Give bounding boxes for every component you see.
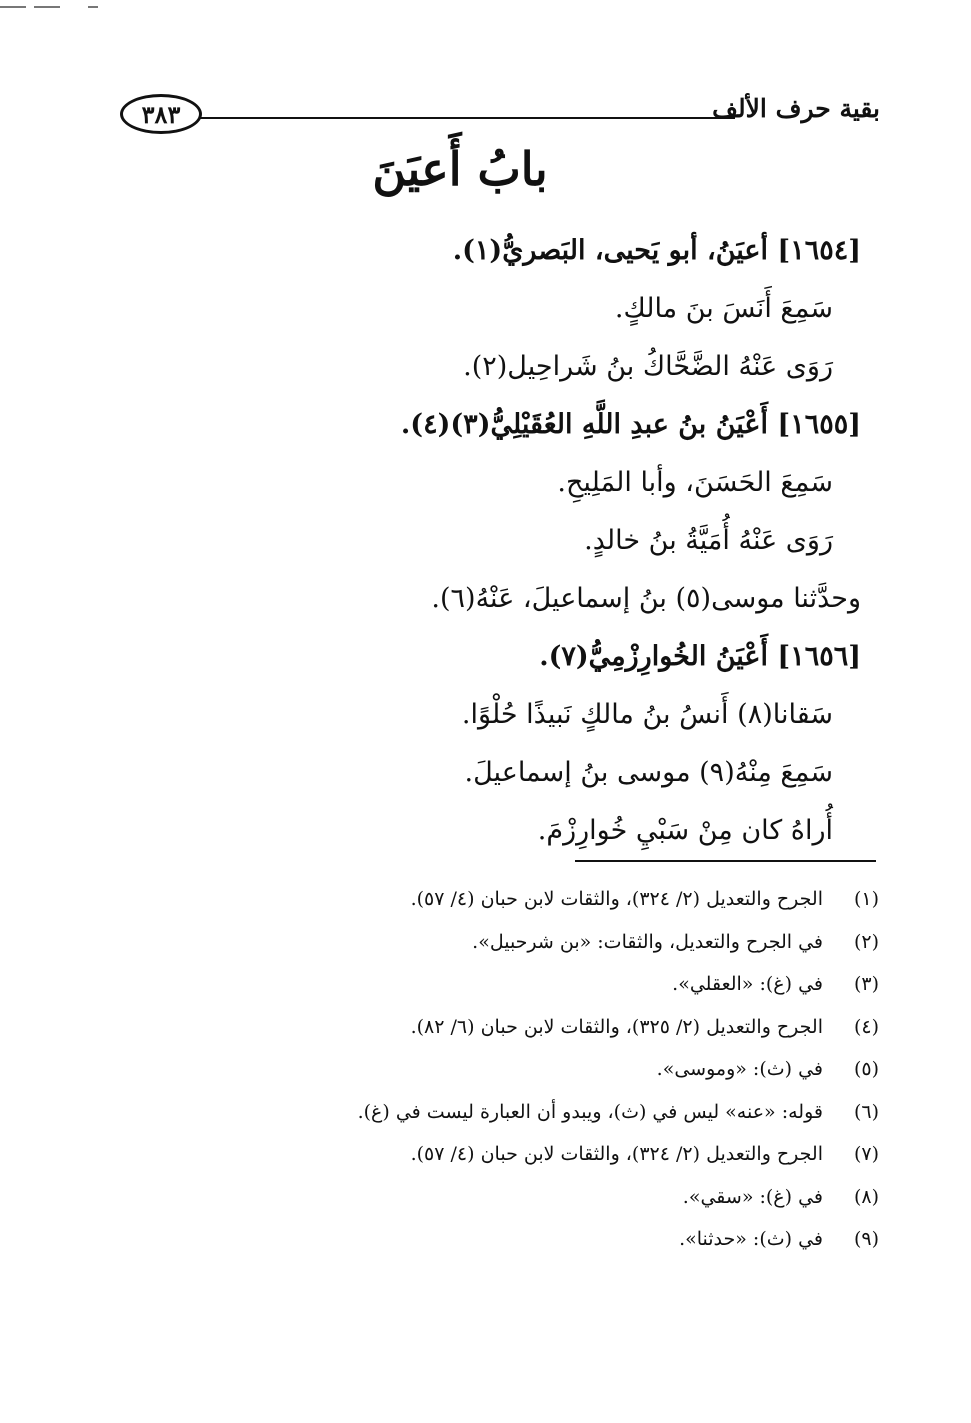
footnote-number: (٢) (853, 930, 879, 953)
entry-heading: [١٦٥٦] أَعْيَنُ الخُوارِزْمِيُّ(٧). (539, 641, 861, 672)
footnote (319, 878, 879, 921)
page-number: ٣٨٣ (141, 99, 181, 129)
scan-mark (88, 6, 98, 8)
text-line: أُراهُ كان مِنْ سَبْيِ خُوارِزْمَ. (537, 815, 833, 846)
text-line: سَقانا(٨) أَنسُ بنُ مالكٍ نَبيذًا حُلْوًا. (461, 699, 833, 730)
footnote-text: في (غ): «سقي». (682, 1185, 823, 1208)
text-line: سَمِعَ مِنْهُ(٩) موسى بنُ إسماعيلَ. (464, 757, 833, 788)
chapter-title: بابُ أَعيَنَ (372, 142, 548, 196)
header-rule (200, 117, 735, 119)
page-number-badge (120, 94, 202, 134)
footnote-number: (٣) (853, 973, 879, 995)
footnote-number: (٤) (853, 1015, 879, 1038)
footnote-number: (١) (853, 888, 879, 910)
footnote-number: (٨) (853, 1185, 879, 1208)
footnote-text: في الجرح والتعديل، والثقات: «بن شرحبيل». (472, 930, 823, 953)
text-line: سَمِعَ أَنَسَ بنَ مالكٍ. (614, 293, 833, 324)
footnote-number: (٧) (853, 1143, 879, 1165)
main-text (301, 222, 861, 860)
footnote (319, 921, 879, 964)
entry-heading: [١٦٥٥] أَعْيَنُ بنُ عبدِ اللَّهِ العُقَيْلِيُّ(٣)(٤). (400, 409, 861, 440)
footnote-text: قوله: «عنه» ليس في (ث)، ويبدو أن العبارة ليست في (غ). (357, 1100, 823, 1123)
footnote (319, 1006, 879, 1049)
footnote-rule (575, 860, 876, 862)
running-head: بقية حرف الألف (712, 94, 880, 123)
footnote (319, 1133, 879, 1176)
footnote-text: الجرح والتعديل (٢/ ٣٢٤)، والثقات لابن حبان (٤/ ٥٧). (410, 1143, 823, 1165)
footnote-text: في (ث): «وموسى». (656, 1058, 823, 1080)
footnote (319, 1176, 879, 1219)
footnote (319, 1218, 879, 1261)
footnote-text: الجرح والتعديل (٢/ ٣٢٥)، والثقات لابن حبان (٦/ ٨٢). (410, 1015, 823, 1038)
footnotes (319, 878, 879, 1261)
footnote (319, 1048, 879, 1091)
footnote (319, 963, 879, 1006)
text-line: رَوَى عَنْهُ أُمَيَّةُ بنُ خالدٍ. (584, 525, 833, 556)
footnote-number: (٦) (853, 1100, 879, 1123)
scan-mark (34, 6, 60, 8)
scan-mark (0, 6, 26, 8)
text-line: سَمِعَ الحَسَنَ، وأبا المَلِيحِ. (557, 467, 833, 498)
footnote (319, 1091, 879, 1134)
text-line: رَوَى عَنْهُ الضَّحَّاكُ بنُ شَراحِيل(٢). (463, 351, 833, 382)
footnote-number: (٩) (853, 1228, 879, 1250)
footnote-number: (٥) (853, 1058, 879, 1080)
text-line: وحدَّثنا موسى(٥) بنُ إسماعيلَ، عَنْهُ(٦). (431, 583, 861, 614)
entry-heading: [١٦٥٤] أعيَنُ، أبو يَحيى، البَصريُّ(١). (452, 235, 861, 266)
footnote-text: في (غ): «العقلي». (672, 973, 823, 995)
page-header (120, 92, 880, 142)
footnote-text: الجرح والتعديل (٢/ ٣٢٤)، والثقات لابن حبان (٤/ ٥٧). (410, 888, 823, 910)
footnote-text: في (ث): «حدثنا». (679, 1228, 823, 1250)
